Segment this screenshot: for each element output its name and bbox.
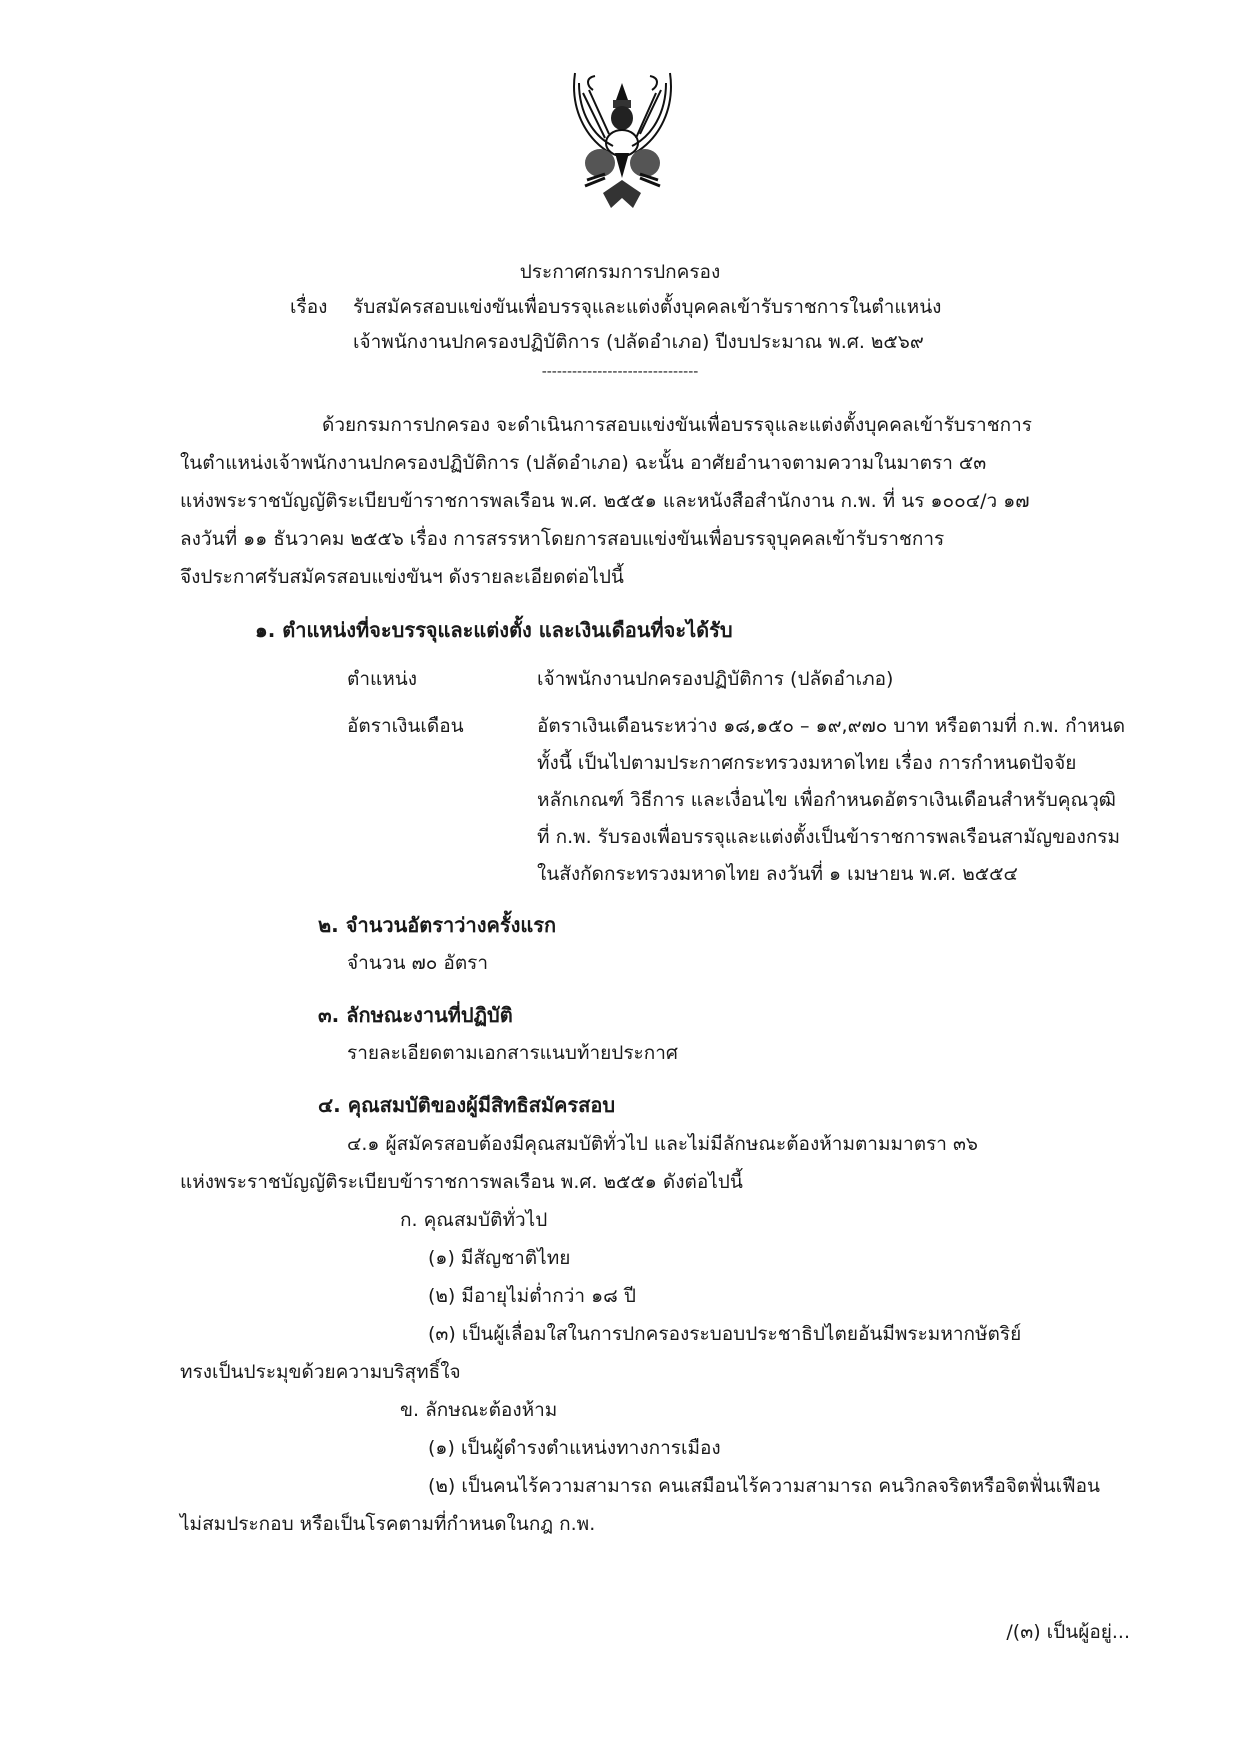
- intro-line-4: ลงวันที่ ๑๑ ธันวาคม ๒๕๕๖ เรื่อง การสรรหาโดยการสอบแข่งขันเพื่อบรรจุบุคคลเข้ารับราชการ: [180, 528, 945, 550]
- page-continuation: /(๓) เป็นผู้อยู่...: [1006, 1621, 1130, 1643]
- salary-line-4: ที่ ก.พ. รับรองเพื่อบรรจุและแต่งตั้งเป็นข้าราชการพลเรือนสามัญของกรม: [537, 826, 1120, 848]
- position-value: เจ้าพนักงานปกครองปฏิบัติการ (ปลัดอำเภอ): [537, 668, 894, 690]
- announcement-title: ประกาศกรมการปกครอง: [519, 261, 721, 283]
- section-2-body: จำนวน ๗๐ อัตรา: [347, 952, 489, 974]
- prohibited-item-2: (๒) เป็นคนไร้ความสามารถ คนเสมือนไร้ความสามารถ คนวิกลจริตหรือจิตฟั่นเฟือน: [428, 1475, 1101, 1497]
- salary-line-5: ในสังกัดกระทรวงมหาดไทย ลงวันที่ ๑ เมษายน พ.ศ. ๒๕๕๔: [537, 863, 1018, 885]
- prohibited-item-1: (๑) เป็นผู้ดำรงตำแหน่งทางการเมือง: [428, 1437, 721, 1459]
- position-label: ตำแหน่ง: [347, 668, 418, 690]
- subject-line-1: รับสมัครสอบแข่งขันเพื่อบรรจุและแต่งตั้งบุคคลเข้ารับราชการในตำแหน่ง: [353, 296, 942, 318]
- general-qualifications-heading: ก. คุณสมบัติทั่วไป: [400, 1209, 548, 1231]
- general-item-1: (๑) มีสัญชาติไทย: [428, 1247, 571, 1269]
- subject-label: เรื่อง: [290, 296, 328, 318]
- intro-line-3: แห่งพระราชบัญญัติระเบียบข้าราชการพลเรือน พ.ศ. ๒๕๕๑ และหนังสือสำนักงาน ก.พ. ที่ นร ๑๐๐๔/ว ๑๗: [180, 490, 1030, 512]
- clause-4-1-line-2: แห่งพระราชบัญญัติระเบียบข้าราชการพลเรือน พ.ศ. ๒๕๕๑ ดังต่อไปนี้: [180, 1171, 743, 1193]
- intro-line-1: ด้วยกรมการปกครอง จะดำเนินการสอบแข่งขันเพื่อบรรจุและแต่งตั้งบุคคลเข้ารับราชการ: [322, 414, 1033, 436]
- salary-line-1: อัตราเงินเดือนระหว่าง ๑๘,๑๕๐ – ๑๙,๙๗๐ บาท หรือตามที่ ก.พ. กำหนด: [537, 715, 1126, 737]
- section-1-heading: ๑. ตำแหน่งที่จะบรรจุและแต่งตั้ง และเงินเดือนที่จะได้รับ: [255, 618, 733, 642]
- garuda-emblem-icon: [565, 68, 680, 213]
- section-3-heading: ๓. ลักษณะงานที่ปฏิบัติ: [318, 1003, 513, 1027]
- section-2-heading: ๒. จำนวนอัตราว่างครั้งแรก: [318, 913, 557, 937]
- general-item-3-continued: ทรงเป็นประมุขด้วยความบริสุทธิ์ใจ: [180, 1361, 461, 1383]
- subject-line-2: เจ้าพนักงานปกครองปฏิบัติการ (ปลัดอำเภอ) ปีงบประมาณ พ.ศ. ๒๕๖๙: [353, 331, 924, 353]
- prohibited-item-2-continued: ไม่สมประกอบ หรือเป็นโรคตามที่กำหนดในกฎ ก.พ.: [180, 1513, 596, 1535]
- clause-4-1-line-1: ๔.๑ ผู้สมัครสอบต้องมีคุณสมบัติทั่วไป และไม่มีลักษณะต้องห้ามตามมาตรา ๓๖: [347, 1133, 978, 1155]
- general-item-3: (๓) เป็นผู้เลื่อมใสในการปกครองระบอบประชาธิปไตยอันมีพระมหากษัตริย์: [428, 1323, 1022, 1345]
- intro-line-5: จึงประกาศรับสมัครสอบแข่งขันฯ ดังรายละเอียดต่อไปนี้: [180, 566, 624, 588]
- salary-label: อัตราเงินเดือน: [347, 715, 464, 737]
- salary-line-3: หลักเกณฑ์ วิธีการ และเงื่อนไข เพื่อกำหนดอัตราเงินเดือนสำหรับคุณวุฒิ: [537, 789, 1116, 811]
- section-4-heading: ๔. คุณสมบัติของผู้มีสิทธิสมัครสอบ: [318, 1093, 616, 1117]
- header-divider: -------------------------------: [541, 364, 699, 380]
- salary-line-2: ทั้งนี้ เป็นไปตามประกาศกระทรวงมหาดไทย เรื่อง การกำหนดปัจจัย: [537, 752, 1077, 774]
- general-item-2: (๒) มีอายุไม่ต่ำกว่า ๑๘ ปี: [428, 1285, 636, 1307]
- intro-line-2: ในตำแหน่งเจ้าพนักงานปกครองปฏิบัติการ (ปลัดอำเภอ) ฉะนั้น อาศัยอำนาจตามความในมาตรา ๕๓: [180, 452, 987, 474]
- section-3-body: รายละเอียดตามเอกสารแนบท้ายประกาศ: [347, 1042, 678, 1064]
- prohibited-heading: ข. ลักษณะต้องห้าม: [400, 1399, 558, 1421]
